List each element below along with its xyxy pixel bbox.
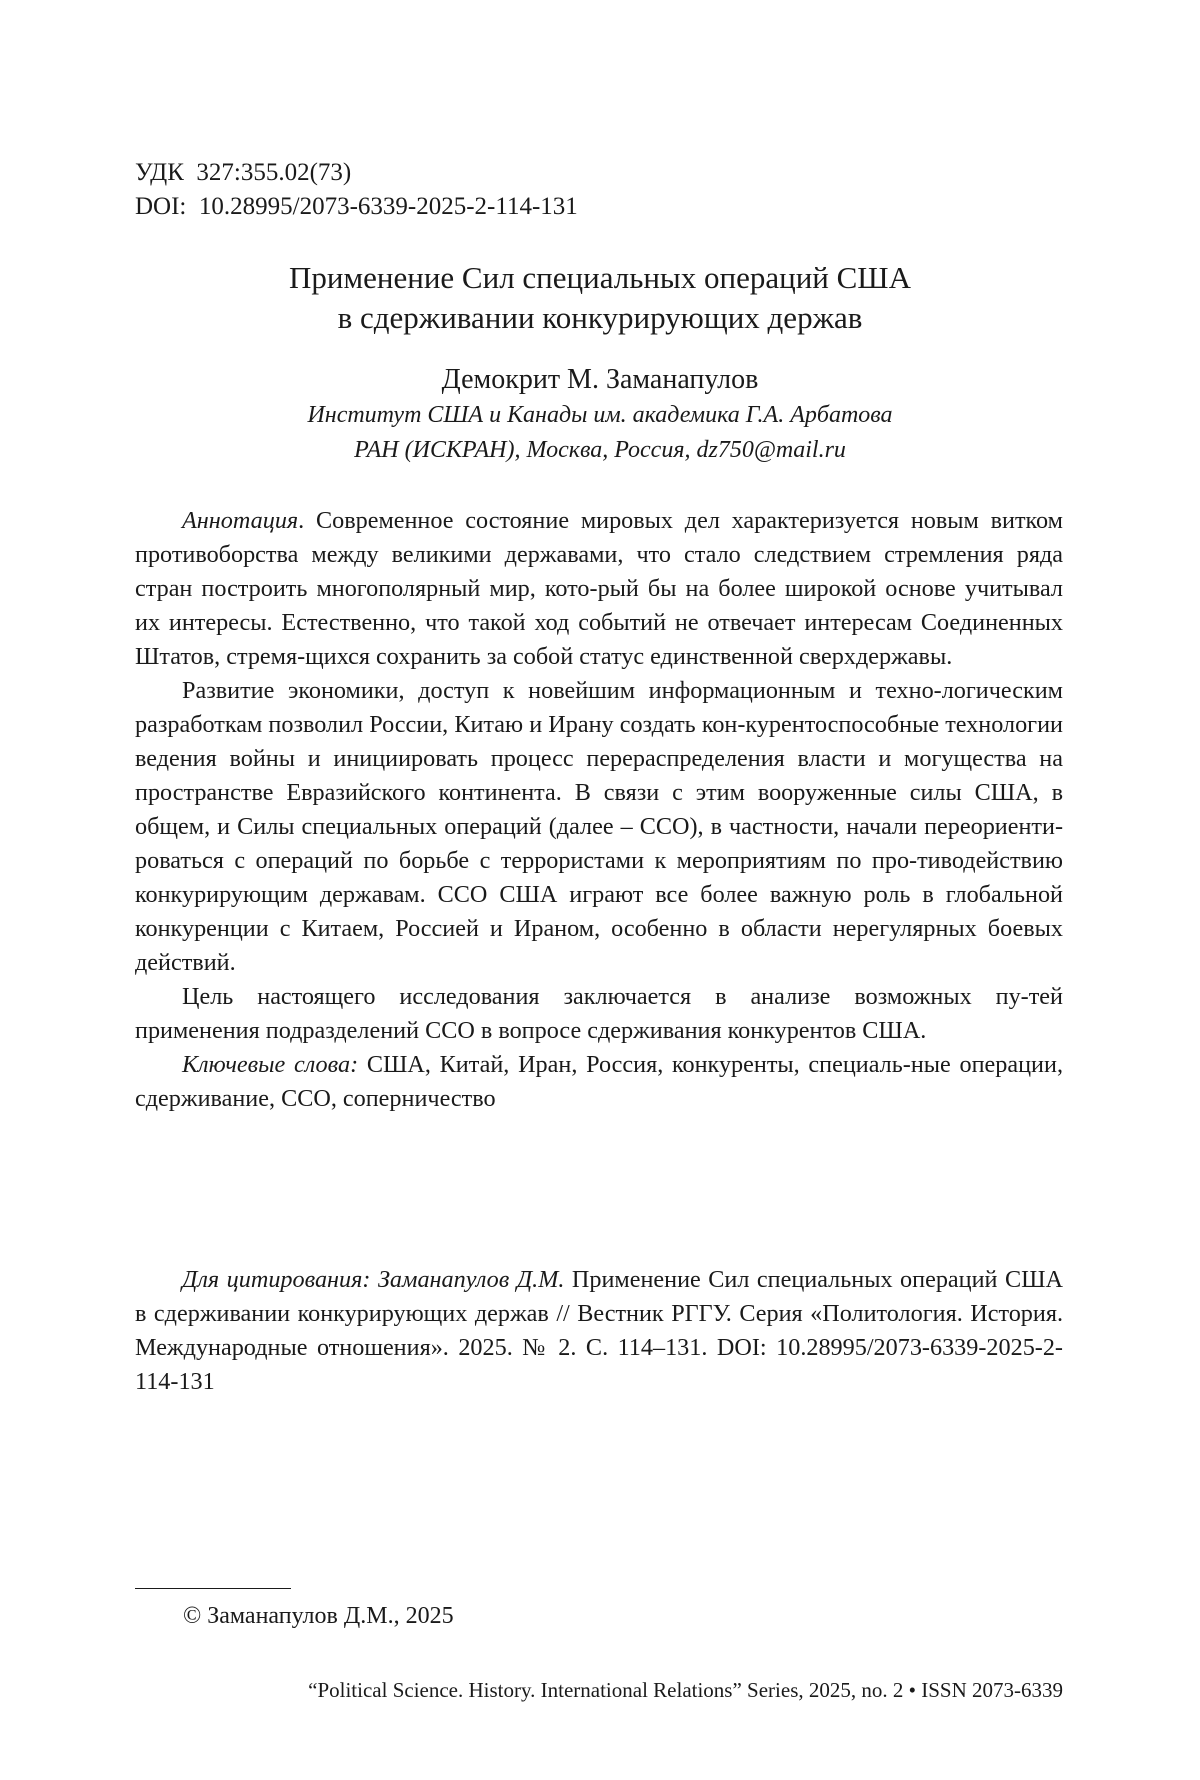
udc-value: 327:355.02(73): [196, 159, 351, 186]
doi-row: [135, 190, 578, 224]
keywords-text: США, Китай, Иран, Россия, конкуренты, специаль-ные операции, сдерживание, ССО, соперничество: [135, 1051, 1063, 1112]
keywords-label: Ключевые слова:: [182, 1051, 358, 1078]
abstract-paragraph-2: Развитие экономики, доступ к новейшим информационным и техно-логическим разработкам позволил России, Китаю и Ирану создать кон-курентоспособные технологии ведения войны и инициировать процесс перераспределения власти и могущества на пространстве Евразийского континента. В связи с этим вооруженные силы США, в общем, и Силы специальных операций (далее – ССО), в частности, начали переориенти-роваться с операций по борьбе с террористами к мероприятиям по про-тиводействию конкурирующим державам. ССО США играют все более важную роль в глобальной конкуренции с Китаем, Россией и Ираном, особенно в области нерегулярных боевых действий.: [135, 674, 1063, 980]
article-title: [135, 258, 1065, 338]
citation-block: [135, 1263, 1063, 1399]
abstract-text-1: . Современное состояние мировых дел характеризуется новым витком противоборства между великими державами, что стало следствием стремления ряда стран построить многополярный мир, кото-рый бы на более широкой основе учитывал их интересы. Естественно, что такой ход событий не отвечает интересам Соединенных Штатов, стремя-щихся сохранить за собой статус единственной сверхдержавы.: [135, 507, 1063, 670]
keywords-paragraph: [135, 1048, 1063, 1116]
title-line-1: Применение Сил специальных операций США: [135, 258, 1065, 298]
doi-label: DOI:: [135, 193, 186, 220]
citation-text: Применение Сил специальных операций США в сдерживании конкурирующих держав // Вестник РГГУ. Серия «Политология. История. Международные отношения». 2025. № 2. С. 114–131. DOI: 10.28995/2073-6339-2025-2-114-131: [135, 1266, 1063, 1395]
author-affiliation: [135, 398, 1065, 468]
affiliation-line-1: Институт США и Канады им. академика Г.А. Арбатова: [135, 398, 1065, 433]
abstract: [135, 504, 1063, 1116]
title-line-2: в сдерживании конкурирующих держав: [135, 298, 1065, 338]
copyright-footnote: © Заманапулов Д.М., 2025: [183, 1600, 454, 1632]
author-name: Демокрит М. Заманапулов: [135, 362, 1065, 398]
abstract-label: Аннотация: [182, 507, 298, 534]
article-metadata: [135, 156, 578, 224]
doi-value[interactable]: 10.28995/2073-6339-2025-2-114-131: [199, 193, 578, 220]
udc-row: [135, 156, 578, 190]
running-footer: “Political Science. History. International Relations” Series, 2025, no. 2 • ISSN 2073-6339: [308, 1676, 1063, 1704]
citation-paragraph: [135, 1263, 1063, 1399]
affiliation-line-2[interactable]: РАН (ИСКРАН), Москва, Россия, dz750@mail.ru: [135, 433, 1065, 468]
footnote-divider: [135, 1588, 291, 1589]
abstract-paragraph-3: Цель настоящего исследования заключается в анализе возможных пу-тей применения подразделений ССО в вопросе сдерживания конкурентов США.: [135, 980, 1063, 1048]
udc-label: УДК: [135, 159, 184, 186]
citation-label: Для цитирования: Заманапулов Д.М.: [182, 1266, 564, 1293]
document-page: [0, 0, 1200, 1780]
abstract-paragraph-1: [135, 504, 1063, 674]
